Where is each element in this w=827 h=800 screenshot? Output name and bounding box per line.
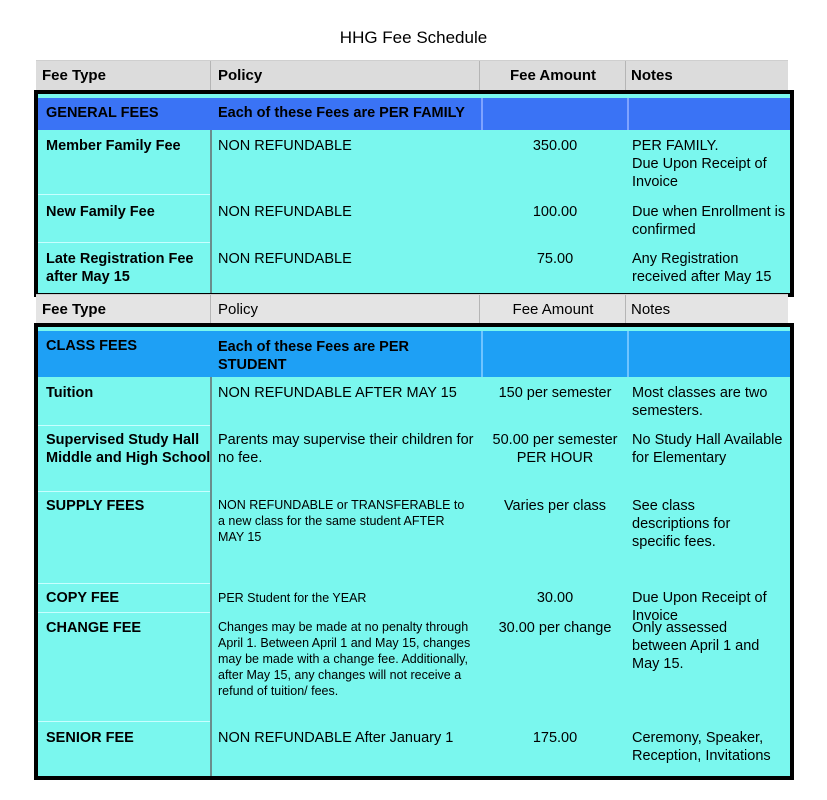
fee-notes: See class descriptions for specific fees. bbox=[632, 498, 731, 550]
table-row bbox=[38, 431, 790, 491]
fee-policy: Changes may be made at no penalty through April 1. Between April 1 and May 15, changes may be made with a change fee. Additionally, after May 15, any changes will not receive a refund of tuition/ fees. bbox=[218, 620, 471, 698]
table-header-class bbox=[36, 294, 788, 325]
general-fees-description: Each of these Fees are PER FAMILY bbox=[218, 105, 465, 121]
fee-name: COPY FEE bbox=[46, 590, 120, 606]
fee-name: SENIOR FEE bbox=[46, 730, 134, 746]
header-notes: Notes bbox=[631, 67, 673, 84]
row-divider bbox=[38, 583, 210, 584]
fee-notes: Most classes are two semesters. bbox=[632, 385, 768, 419]
general-fees-header bbox=[38, 98, 790, 130]
fee-policy: NON REFUNDABLE bbox=[218, 251, 352, 267]
fee-amount: 30.00 bbox=[536, 590, 574, 606]
header-divider bbox=[479, 61, 480, 90]
fee-name: CHANGE FEE bbox=[46, 620, 142, 636]
class-fees-description: Each of these Fees are PER STUDENT bbox=[218, 339, 409, 373]
fee-notes: Due when Enrollment is confirmed bbox=[632, 204, 786, 238]
class-fees-header bbox=[38, 331, 790, 377]
row-divider bbox=[38, 721, 210, 722]
header-fee-amount: Fee Amount bbox=[512, 301, 594, 318]
fee-policy: PER Student for the YEAR bbox=[218, 591, 367, 605]
header-divider bbox=[479, 295, 480, 324]
table-row bbox=[38, 137, 790, 197]
fee-notes: Any Registration received after May 15 bbox=[632, 251, 772, 285]
fee-amount: 75.00 bbox=[536, 251, 574, 267]
page-title: HHG Fee Schedule bbox=[339, 28, 488, 47]
header-fee-amount: Fee Amount bbox=[509, 67, 597, 84]
table-row bbox=[38, 203, 790, 243]
fee-amount: 100.00 bbox=[532, 204, 578, 220]
fee-name: SUPPLY FEES bbox=[46, 498, 145, 514]
fee-notes: Ceremony, Speaker, Reception, Invitations bbox=[632, 730, 771, 764]
fee-amount: Varies per class bbox=[503, 498, 607, 514]
header-divider bbox=[210, 61, 211, 90]
general-fees-section bbox=[34, 90, 794, 297]
fee-amount: 175.00 bbox=[532, 730, 578, 746]
fee-policy: NON REFUNDABLE After January 1 bbox=[218, 730, 454, 746]
table-row bbox=[38, 250, 790, 290]
table-row bbox=[38, 589, 790, 624]
fee-notes: Only assessed between April 1 and May 15. bbox=[632, 620, 760, 672]
row-divider bbox=[38, 425, 210, 426]
fee-notes: Due Upon Receipt of Invoice bbox=[632, 590, 767, 624]
fee-notes: No Study Hall Available for Elementary bbox=[632, 432, 783, 466]
fee-amount: 30.00 per change bbox=[498, 620, 612, 636]
table-row bbox=[38, 497, 790, 583]
fee-amount: 350.00 bbox=[532, 138, 578, 154]
table-header-general bbox=[36, 60, 788, 91]
fee-name: New Family Fee bbox=[46, 204, 155, 220]
header-policy: Policy bbox=[218, 67, 263, 84]
fee-name: Supervised Study Hall Middle and High School bbox=[46, 432, 211, 466]
class-fees-label: CLASS FEES bbox=[46, 338, 138, 354]
header-policy: Policy bbox=[218, 301, 259, 318]
fee-name: Tuition bbox=[46, 385, 94, 401]
table-row bbox=[38, 384, 790, 424]
fee-policy: NON REFUNDABLE bbox=[218, 204, 352, 220]
fee-policy: Parents may supervise their children for no fee. bbox=[218, 432, 474, 466]
row-divider bbox=[38, 612, 210, 613]
fee-policy: NON REFUNDABLE bbox=[218, 138, 352, 154]
header-divider bbox=[625, 61, 626, 90]
fee-amount: 50.00 per semester PER HOUR bbox=[492, 432, 618, 466]
header-fee-type: Fee Type bbox=[42, 67, 106, 84]
header-divider bbox=[210, 295, 211, 324]
fee-amount: 150 per semester bbox=[498, 385, 612, 401]
header-notes: Notes bbox=[631, 301, 671, 318]
table-row bbox=[38, 619, 790, 719]
fee-name: Late Registration Fee after May 15 bbox=[46, 251, 194, 285]
fee-policy: NON REFUNDABLE AFTER MAY 15 bbox=[218, 385, 457, 401]
header-divider bbox=[625, 295, 626, 324]
general-fees-label: GENERAL FEES bbox=[46, 105, 159, 121]
row-divider bbox=[38, 491, 210, 492]
header-fee-type: Fee Type bbox=[42, 301, 106, 318]
fee-policy: NON REFUNDABLE or TRANSFERABLE to a new class for the same student AFTER MAY 15 bbox=[218, 498, 465, 544]
fee-notes: PER FAMILY. Due Upon Receipt of Invoice bbox=[632, 138, 767, 190]
class-fees-section bbox=[34, 323, 794, 780]
fee-name: Member Family Fee bbox=[46, 138, 181, 154]
table-row bbox=[38, 729, 790, 773]
